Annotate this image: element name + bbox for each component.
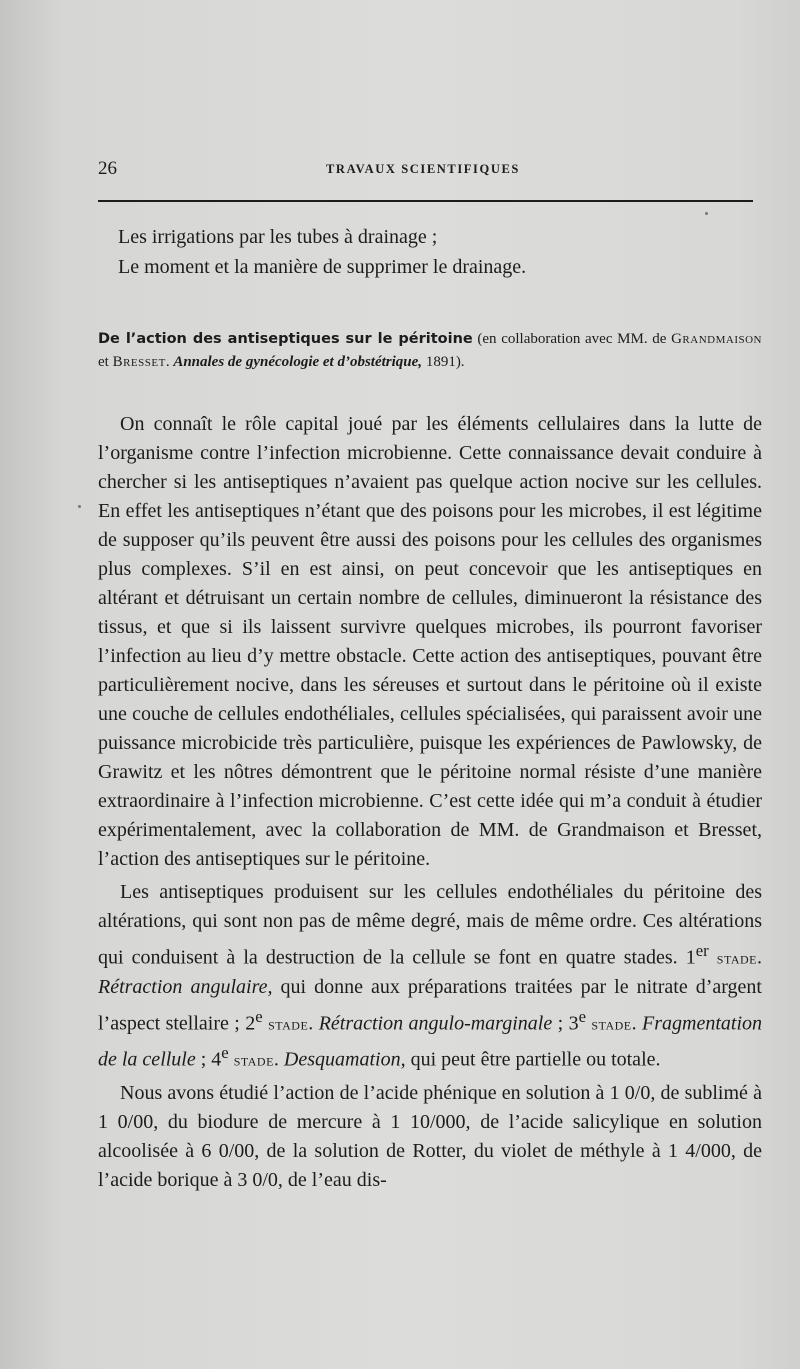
section-heading xyxy=(98,328,762,374)
superscript: e xyxy=(255,1006,263,1026)
paragraph: Les antiseptiques produisent sur les cellules endothéliales du péritoine des altérations, qui sont non pas de même degré, mais de même ordre. Ces altérations qui conduisent à la destruction de la cellule se font en quatre stades. 1er stade. Rétraction angulaire, qui donne aux préparations traitées par le nitrate d’argent l’aspect stellaire ; 2e stade. Rétraction angulo-marginale ; 3e stade. Fragmentation de la cellule ; 4e stade. Desquamation, qui peut être partielle ou totale. xyxy=(98,881,763,1071)
list-item: Les irrigations par les tubes à drainage ; xyxy=(118,226,438,248)
header-rule xyxy=(98,200,753,202)
superscript: er xyxy=(695,941,709,960)
list-item: Le moment et la manière de supprimer le drainage. xyxy=(118,256,527,278)
paragraph: On connaît le rôle capital joué par les éléments cellulaires dans la lutte de l’organisme contre l’infection microbienne. Cette connaissance devait conduire à chercher si les antiseptiques n’avaient pas quelque action nocive sur les cellules. En effet les antiseptiques n’étant que des poisons pour les microbes, il est légitime de supposer qu’ils peuvent être aussi des poisons pour les cellules des organismes plus complexes. S’il en est ainsi, on peut concevoir que les antiseptiques en altérant et détruisant un certain nombre de cellules, diminueront la résistance des tissus, et que si ils laissent survivre quelques microbes, ils pourront favoriser l’infection au lieu d’y mettre obstacle. Cette action des antiseptiques, pouvant être particulièrement nocive, dans les séreuses et surtout dans le péritoine où il existe une couche de cellules endothéliales, cellules spécialisées, qui paraissent avoir une puissance microbicide très particulière, puisque les expériences de Pawlowsky, de Grawitz et les nôtres démontrent que le péritoine normal résiste d’une manière extraordinaire à l’infection microbienne. C’est cette idée qui m’a conduit à étudier expérimentalement, avec la collaboration de MM. de Grandmaison et Bresset, l’action des antiseptiques sur le péritoine. xyxy=(98,413,762,870)
connector: et xyxy=(98,354,113,370)
text-run: qui donne aux préparations traitées par le nitrate d’argent l’aspect stellaire ; 2 xyxy=(98,975,762,1035)
page-number: 26 xyxy=(98,158,117,179)
stage-name: Fragmentation de la cellule xyxy=(98,1012,763,1071)
text-run: ; 4 xyxy=(195,1048,222,1071)
superscript: e xyxy=(221,1043,229,1063)
stage-name: Desquamation, xyxy=(283,1048,406,1071)
section-title: De l’action des antiseptiques sur le péritoine xyxy=(98,331,473,347)
text-run: Les antiseptiques produisent sur les cellules endothéliales du péritoine des altérations, qui sont non pas de même degré, mais de même ordre. Ces altérations qui conduisent à la destruction de la cellule se font en quatre stades. 1 xyxy=(98,881,762,969)
scan-speck xyxy=(78,505,81,508)
stage-name: Rétraction angulo-marginale xyxy=(318,1012,553,1035)
stade-label: stade xyxy=(591,1014,632,1034)
text-run: qui peut être partielle ou totale. xyxy=(405,1048,661,1071)
separator: . xyxy=(165,354,174,370)
stade-label: stade xyxy=(268,1014,309,1034)
page-header xyxy=(98,158,753,188)
text-run: ; 3 xyxy=(552,1012,579,1035)
stade-label: stade xyxy=(716,948,757,968)
stage-name: Rétraction angulaire, xyxy=(98,975,273,998)
stade-label: stade xyxy=(233,1050,274,1070)
running-title: TRAVAUX SCIENTIFIQUES xyxy=(326,162,520,176)
author-name: Bresset xyxy=(112,354,166,370)
scan-speck xyxy=(705,212,708,215)
author-name: Grandmaison xyxy=(671,331,762,347)
paragraph: Nous avons étudié l’action de l’acide phénique en solution à 1 0/0, de sublimé à 1 0/00, du biodure de mercure à 1 10/000, de l’acide salicylique en solution alcoolisée à 6 0/00, de la solution de Rotter, du violet de méthyle à 1 4/000, de l’acide borique à 3 0/0, de l’eau dis- xyxy=(98,1081,762,1191)
collaboration-note: (en collaboration avec MM. de xyxy=(472,331,672,347)
superscript: e xyxy=(578,1006,586,1026)
publication-year: 1891). xyxy=(422,354,465,370)
journal-name: Annales de gynécologie et d’obstétrique, xyxy=(173,354,423,370)
intro-list xyxy=(118,222,758,282)
body-text xyxy=(98,410,762,1199)
